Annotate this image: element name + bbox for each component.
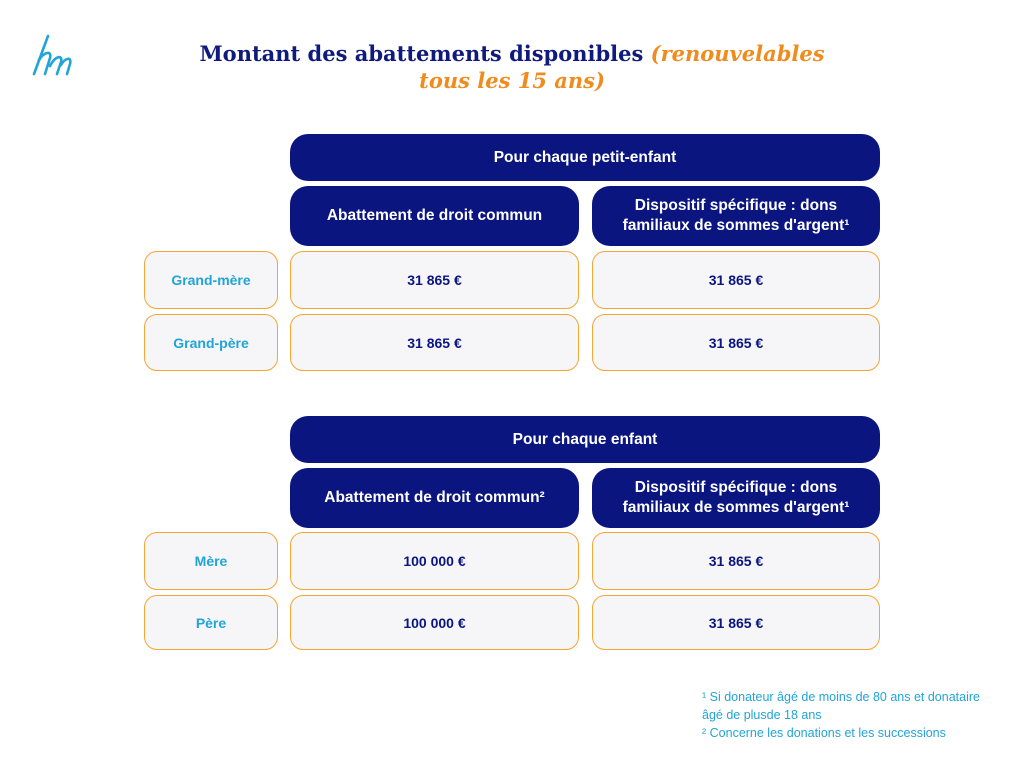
cell-grand-pere-droit-commun: 31 865 €	[290, 314, 579, 371]
row-label-grand-pere: Grand-père	[144, 314, 278, 371]
footnote-1-line1: ¹ Si donateur âgé de moins de 80 ans et donataire	[702, 690, 980, 704]
footnotes	[702, 688, 1014, 742]
cell-grand-mere-droit-commun: 31 865 €	[290, 251, 579, 309]
footnote-1-line2: âgé de plusde 18 ans	[702, 708, 822, 722]
cell-pere-dispositif: 31 865 €	[592, 595, 880, 650]
cell-grand-pere-dispositif: 31 865 €	[592, 314, 880, 371]
section2-col2-header: Dispositif spécifique : dons familiaux de sommes d'argent¹	[592, 468, 880, 528]
footnote-2: ² Concerne les donations et les successions	[702, 726, 946, 740]
section2-header: Pour chaque enfant	[290, 416, 880, 463]
title-main: Montant des abattements disponibles	[199, 41, 644, 66]
cell-grand-mere-dispositif: 31 865 €	[592, 251, 880, 309]
cell-pere-droit-commun: 100 000 €	[290, 595, 579, 650]
section2-col1-header: Abattement de droit commun²	[290, 468, 579, 528]
row-label-pere: Père	[144, 595, 278, 650]
row-label-mere: Mère	[144, 532, 278, 590]
section1-col1-header: Abattement de droit commun	[290, 186, 579, 246]
row-label-grand-mere: Grand-mère	[144, 251, 278, 309]
title-accent-line1: (renouvelables	[650, 41, 825, 66]
title-accent-line2: tous les 15 ans)	[419, 68, 605, 93]
cell-mere-droit-commun: 100 000 €	[290, 532, 579, 590]
section1-col2-header: Dispositif spécifique : dons familiaux de sommes d'argent¹	[592, 186, 880, 246]
cell-mere-dispositif: 31 865 €	[592, 532, 880, 590]
section1-header: Pour chaque petit-enfant	[290, 134, 880, 181]
page-title	[0, 40, 1024, 94]
